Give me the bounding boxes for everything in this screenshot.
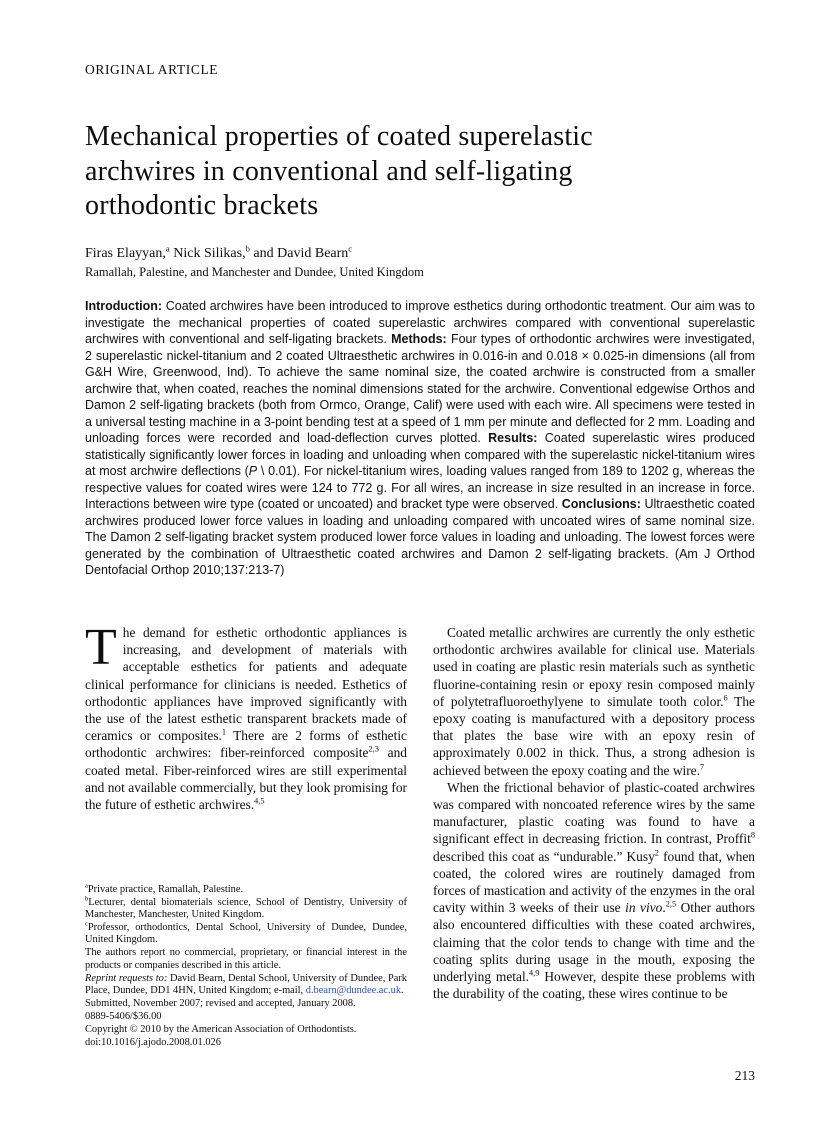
intro-paragraph (85, 619, 408, 813)
footnote-affiliation-a: $^a$Private practice, Ramallah, Palestine. (85, 882, 244, 895)
page-number: 213 (734, 1068, 755, 1083)
right-column (433, 624, 755, 1002)
email-link[interactable]: d.bearn@dundee.ac.uk (305, 984, 402, 996)
affiliation-line: Ramallah, Palestine, and Manchester and Dundee, United Kingdom (85, 265, 424, 279)
footnote-affiliation-c: $^c$Professor, orthodontics, Dental School, University of Dundee, Dundee, United Kingdom. (85, 920, 407, 946)
article-type-label: ORIGINAL ARTICLE (85, 62, 219, 77)
footnote-issn-price: 0889-5406/$36.00 (85, 1010, 162, 1022)
footnote-affiliation-b: $^b$Lecturer, dental biomaterials science, School of Dentistry, University of Manchester, Manchester, United Kingdom. (85, 895, 407, 921)
footnote-doi: doi:10.1016/j.ajodo.2008.01.026 (85, 1037, 221, 1049)
footnote-reprint-requests: Reprint requests to: David Bearn, Dental School, University of Dundee, Park Place, Dundee, DD1 4HN, United Kingdom; e-mail, d.bearn@dundee.ac.uk. (85, 972, 407, 996)
authors-line: Firas Elayyan,$^a$ Nick Silikas,$^b$ and David Bearn$^c$ (85, 243, 353, 261)
footnote-submission-dates: Submitted, November 2007; revised and accepted, January 2008. (85, 997, 356, 1009)
abstract-paragraph: Introduction: Coated archwires have been introduced to improve esthetics during orthodontic treatment. Our aim was to investigate the mechanical properties of coated superelastic archwires compared with conventional superelastic archwires with conventional and self-ligating brackets. Methods: Four types of orthodontic archwires were investigated, 2 superelastic nickel-titanium and 2 coated Ultraesthetic archwires in 0.016-in and 0.018 × 0.025-in dimensions (all from G&H Wire, Greenwood, Ind). To achieve the same nominal size, the coated archwire is constructed from a smaller archwire that, when coated, reaches the nominal dimensions stated for the archwire. Conventional edgewise Orthos and Damon 2 self-ligating brackets (both from Ormco, Orange, Calif) were used with each wire. All specimens were tested in a universal testing machine in a 3-point bending test at a speed of 1 mm per minute and deflected for 2 mm. Loading and unloading forces were recorded and load-deflection curves plotted. Results: Coated superelastic wires produced statistically significantly lower forces in loading and unloading when compared with the superelastic nickel-titanium wires at most archwire deflections (P \ 0.01). For nickel-titanium wires, loading values ranged from 189 to 1202 g, whereas the respective values for coated wires were 124 to 772 g. For all wires, an increase in size resulted in an increase in force. Interactions between wire type (coated or uncoated) and bracket type were observed. Conclusions: Ultraesthetic coated archwires produced lower force values in loading and unloading compared with uncoated wires of same nominal size. The Damon 2 self-ligating bracket system produced lower force values in loading and unloading. The lowest forces were generated by the combination of Ultraesthetic coated archwires and Damon 2 self-ligating brackets. (Am J Orthod Dentofacial Orthop 2010;137:213-7) (85, 299, 756, 577)
article-title: Mechanical properties of coated superelastic archwires in conventional and self-ligating orthodontic brackets (85, 121, 593, 221)
drop-cap: T (85, 619, 117, 676)
body-paragraph-frictional-behavior: When the frictional behavior of plastic-coated archwires was compared with noncoated reference wires by the same manufacturer, plastic coating was found to have a significant effect in decreasing friction. In contrast, Proffit$^8$ described this coat as “undurable.” Kusy$^2$ found that, when coated, the colored wires are routinely damaged from forces of mastication and activity of the enzymes in the oral cavity within 3 weeks of their use in vivo.$^{2,5}$ Other authors also encountered difficulties with these coated archwires, claiming that the color tends to change with time and the coating splits during usage in the mouth, exposing the underlying metal.$^{4,9}$ However, despite these problems with the durability of the coating, these wires continue to be (433, 779, 755, 1002)
footnotes-block (85, 884, 407, 1050)
intro-paragraph-text: he demand for esthetic orthodontic appliances is increasing, and development of materials with acceptable esthetics for patients and adequate clinical performance for clinicians is needed. Esthetics of orthodontic appliances have improved significantly with the use of the latest esthetic transparent brackets made of ceramics or composites.$^1$ There are 2 forms of esthetic orthodontic archwires: fiber-reinforced composite$^{2,3}$ and coated metal. Fiber-reinforced wires are still experimental and not available commercially, but they look promising for the future of esthetic archwires.$^{4,5}$ (85, 625, 408, 813)
footnote-copyright: Copyright © 2010 by the American Association of Orthodontists. (85, 1024, 357, 1036)
body-paragraph-coated-metallic: Coated metallic archwires are currently the only esthetic orthodontic archwires available for clinical use. Materials used in coating are plastic resin materials such as synthetic fluorine-containing resin or epoxy resin composed mainly of polytetrafluoroethylyene to simulate tooth color.$^6$ The epoxy coating is manufactured with a depository process that plates the base wire with an epoxy resin of approximately 0.002 in thick. Thus, a strong adhesion is achieved between the epoxy coating and the wire.$^7$ (433, 625, 755, 778)
footnote-disclosure: The authors report no commercial, proprietary, or financial interest in the products or companies described in this article. (85, 947, 407, 971)
